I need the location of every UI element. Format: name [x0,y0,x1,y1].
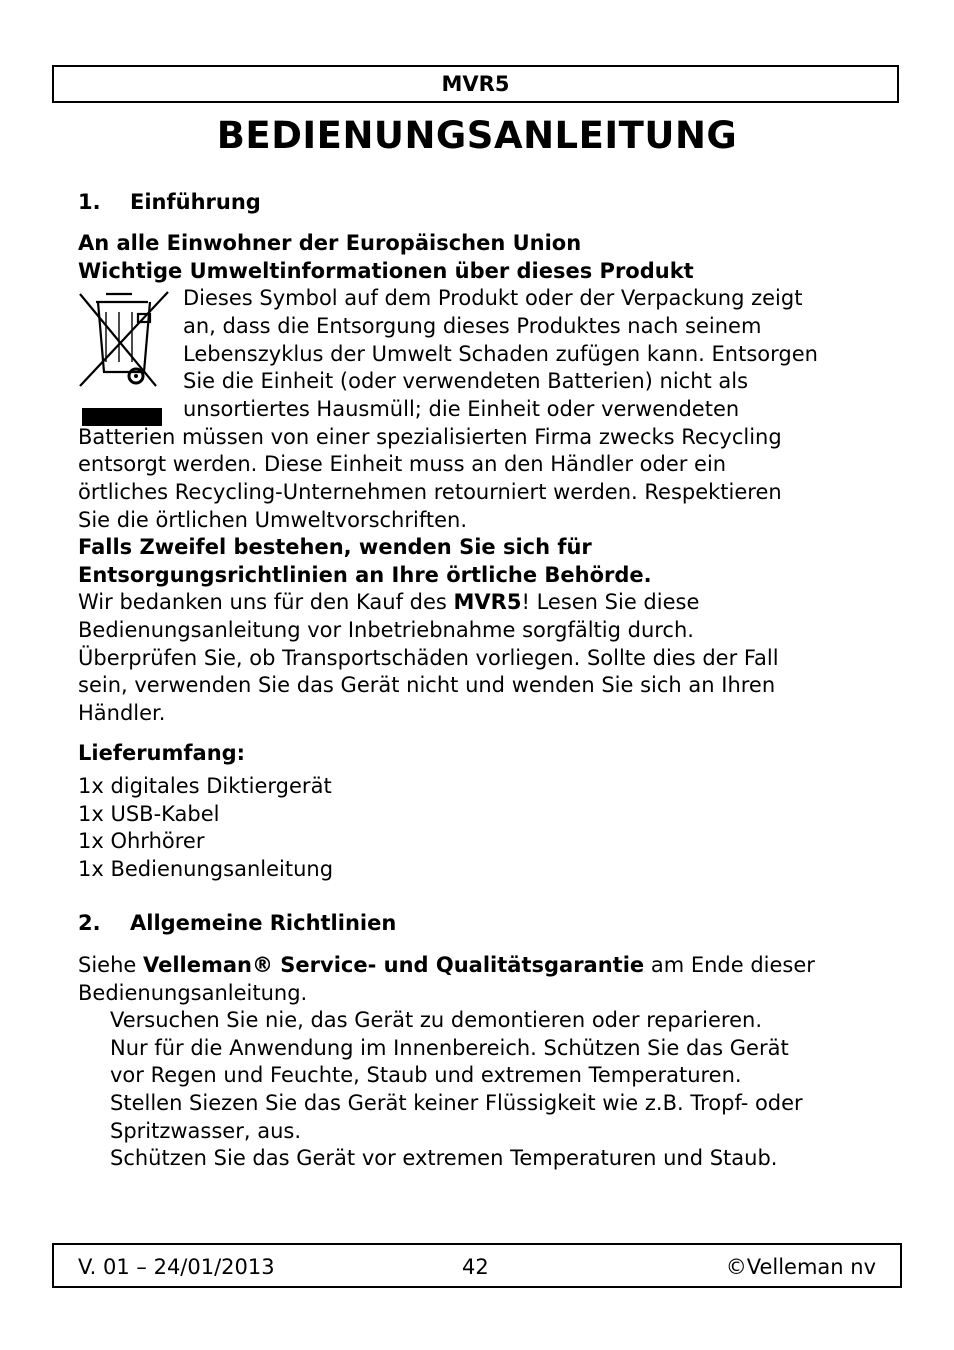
scope-item: 1x Bedienungsanleitung [78,857,334,881]
page-title: BEDIENUNGSANLEITUNG [216,114,738,157]
thanks-line: sein, verwenden Sie das Gerät nicht und wenden Sie sich an Ihren [78,673,776,697]
scope-item: 1x digitales Diktiergerät [78,774,332,798]
section1-heading [78,190,261,214]
weee-text-line: Lebenszyklus der Umwelt Schaden zufügen kann. Entsorgen [183,342,818,366]
weee-body-line: Sie die örtlichen Umweltvorschriften. [78,508,467,532]
scope-item: 1x Ohrhörer [78,829,205,853]
section1-number: 1. [78,190,101,214]
guideline-line: Schützen Sie das Gerät vor extremen Temperaturen und Staub. [110,1146,778,1170]
weee-bin-icon [76,290,170,430]
doubt-line: Falls Zweifel bestehen, wenden Sie sich für [78,535,592,559]
header-model-box [52,65,899,103]
environment-info-line: Wichtige Umweltinformationen über dieses Produkt [78,259,694,283]
weee-body-line: Batterien müssen von einer spezialisierten Firma zwecks Recycling [78,425,782,449]
section1-title: Einführung [130,190,261,214]
section2-title: Allgemeine Richtlinien [130,911,397,935]
scope-item: 1x USB-Kabel [78,802,220,826]
scope-heading: Lieferumfang: [78,741,246,765]
weee-text-line: unsortiertes Hausmüll; die Einheit oder verwendeten [183,397,740,421]
guideline-line: Stellen Siezen Sie das Gerät keiner Flüssigkeit wie z.B. Tropf- oder [110,1091,803,1115]
weee-body-line: entsorgt werden. Diese Einheit muss an den Händler oder ein [78,452,727,476]
eu-residents-line: An alle Einwohner der Europäischen Union [78,231,582,255]
thanks-line: Bedienungsanleitung vor Inbetriebnahme sorgfältig durch. [78,618,694,642]
header-model: MVR5 [441,72,510,96]
warranty-line [78,952,815,980]
thanks-line [78,589,699,617]
thanks-post: ! Lesen Sie diese [521,590,700,614]
warranty-bold: Velleman® Service- und Qualitätsgarantie [143,953,645,977]
thanks-pre: Wir bedanken uns für den Kauf des [78,590,454,614]
doubt-line: Entsorgungsrichtlinien an Ihre örtliche Behörde. [78,563,652,587]
guideline-line: Spritzwasser, aus. [110,1119,302,1143]
guideline-line: vor Regen und Feuchte, Staub und extremen Temperaturen. [110,1063,742,1087]
weee-body-line: örtliches Recycling-Unternehmen retourniert werden. Respektieren [78,480,782,504]
guideline-line: Nur für die Anwendung im Innenbereich. Schützen Sie das Gerät [110,1036,789,1060]
section2-number: 2. [78,911,101,935]
thanks-line: Händler. [78,701,166,725]
thanks-model: MVR5 [453,590,522,614]
weee-text-line: Sie die Einheit (oder verwendeten Batterien) nicht als [183,369,749,393]
footer-version: V. 01 – 24/01/2013 [78,1255,275,1279]
thanks-line: Überprüfen Sie, ob Transportschäden vorliegen. Sollte dies der Fall [78,646,779,670]
warranty-pre: Siehe [78,953,143,977]
footer-copyright: ©Velleman nv [725,1255,876,1279]
section2-heading [78,911,396,935]
guideline-line: Versuchen Sie nie, das Gerät zu demontieren oder reparieren. [110,1008,762,1032]
warranty-post: am Ende dieser [644,953,815,977]
weee-text-line: Dieses Symbol auf dem Produkt oder der Verpackung zeigt [183,286,803,310]
footer-box [52,1243,902,1288]
weee-text-line: an, dass die Entsorgung dieses Produktes nach seinem [183,314,762,338]
footer-page-number: 42 [462,1255,489,1279]
warranty-line: Bedienungsanleitung. [78,981,308,1005]
